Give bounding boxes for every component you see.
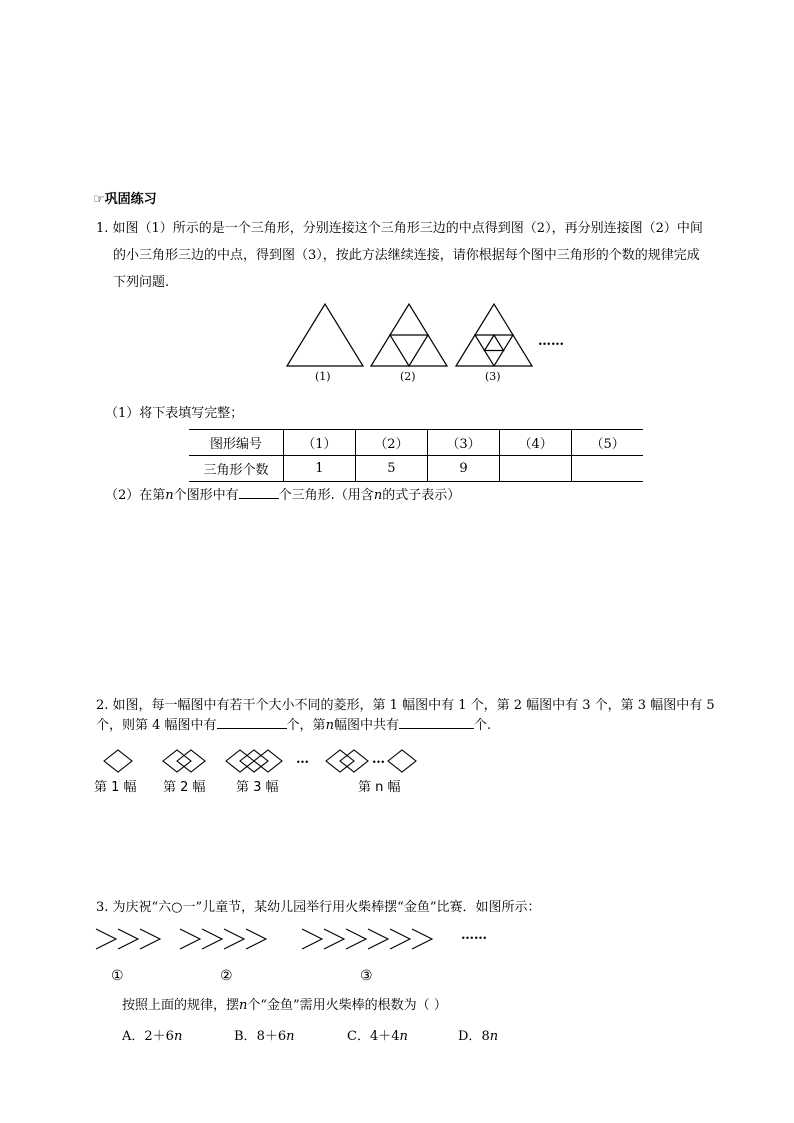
option-text: 4＋4 — [369, 1029, 400, 1044]
q1-text-line-2: 的小三角形三边的中点，得到图（3），按此方法继续连接，请你根据每个图中三角形的个数的规律完成 — [113, 248, 700, 263]
option-text: 8＋6 — [256, 1029, 287, 1044]
q3-question — [122, 996, 447, 1016]
q1-fig-label-2: (2) — [400, 370, 416, 383]
q1-fig-label-1: (1) — [315, 370, 331, 383]
matchstick-chevron — [246, 929, 266, 949]
q2-caption-2: 第 2 幅 — [163, 780, 206, 795]
matchstick-chevron — [140, 929, 160, 949]
q1-part2-a: （2）在第 — [105, 488, 166, 503]
var-n: n — [173, 1029, 183, 1044]
table-cell: （5） — [572, 430, 643, 456]
matchstick-chevron — [412, 929, 432, 949]
var-n: n — [373, 488, 383, 503]
option-text: 8 — [481, 1029, 490, 1044]
table-cell: （3） — [428, 430, 500, 456]
table-cell: 5 — [355, 456, 428, 482]
var-n: n — [325, 718, 334, 733]
matchstick-chevron — [390, 929, 410, 949]
q1-text-line-1: 1. 如图（1）所示的是一个三角形，分别连接这个三角形三边的中点得到图（2），再分别连接图（2）中间 — [96, 221, 703, 236]
section-heading-text: ☞巩固练习 — [93, 192, 157, 207]
q1-part2-b: 个图形中有 — [173, 488, 239, 503]
q3-ellipsis: …… — [461, 928, 487, 943]
option-c[interactable] — [347, 1025, 408, 1044]
var-n: n — [489, 1029, 499, 1044]
q3-question-b: 个“金鱼”需用火柴棒的根数为（ ） — [247, 998, 447, 1013]
table-cell: （2） — [355, 430, 428, 456]
option-letter: B． — [234, 1029, 257, 1044]
table-cell: （1） — [284, 430, 356, 456]
matchstick-chevron — [346, 929, 366, 949]
matchstick-chevron — [202, 929, 222, 949]
q1-part1: （1）将下表填写完整； — [105, 406, 244, 421]
q1-fig-label-3: (3) — [485, 370, 501, 383]
option-a[interactable] — [122, 1025, 182, 1044]
table-cell: 9 — [428, 456, 500, 482]
table-cell: （4） — [499, 430, 572, 456]
q3-fig-label-3: ③ — [360, 968, 373, 984]
q2-caption-n: 第 n 幅 — [358, 780, 401, 795]
option-letter: D． — [458, 1029, 482, 1044]
matchstick-chevron — [224, 929, 244, 949]
q2-line2-d: 个. — [473, 718, 492, 733]
var-n: n — [399, 1029, 408, 1044]
option-text: 2＋6 — [144, 1029, 174, 1044]
var-n: n — [239, 998, 248, 1013]
q1-part2-d: 的式子表示） — [382, 488, 461, 503]
q3-text-line-1: 3. 为庆祝“六○一”儿童节，某幼儿园举行用火柴棒摆“金鱼”比赛．如图所示： — [96, 900, 541, 915]
matchstick-chevron — [180, 929, 200, 949]
option-d[interactable] — [458, 1025, 498, 1044]
table-cell: 三角形个数 — [189, 456, 284, 482]
q2-line2-c: 幅图中共有 — [333, 718, 399, 733]
option-letter: C． — [347, 1029, 370, 1044]
q1-ellipsis: …… — [538, 334, 564, 349]
option-b[interactable] — [234, 1025, 294, 1044]
q1-text-line-3: 下列问题. — [113, 275, 170, 290]
var-n: n — [165, 488, 174, 503]
q2-caption-1: 第 1 幅 — [94, 780, 137, 795]
q3-fig-label-1: ① — [111, 968, 124, 984]
matchstick-chevron — [96, 929, 116, 949]
matchstick-chevron — [324, 929, 344, 949]
q1-part2-c: 个三角形.（用含 — [278, 488, 374, 503]
var-n: n — [286, 1029, 295, 1044]
matchstick-chevron — [302, 929, 322, 949]
matchstick-chevron — [118, 929, 138, 949]
q2-dots-1: … — [296, 752, 309, 767]
option-letter: A． — [122, 1029, 145, 1044]
q3-fig-label-2: ② — [220, 968, 233, 984]
q2-text-line-1: 2. 如图，每一幅图中有若干个大小不同的菱形，第 1 幅图中有 1 个，第 2 幅图中有 3 个，第 3 幅图中有 5 — [96, 698, 715, 713]
table-cell: 1 — [284, 456, 356, 482]
q2-line2-b: 个，第 — [286, 718, 326, 733]
q2-line2-a: 个，则第 4 幅图中有 — [96, 718, 217, 733]
matchstick-chevron — [368, 929, 388, 949]
q2-dots-2: … — [372, 752, 385, 767]
q3-question-a: 按照上面的规律，摆 — [122, 998, 240, 1013]
table-cell: 图形编号 — [189, 430, 284, 456]
q2-caption-3: 第 3 幅 — [236, 780, 279, 795]
